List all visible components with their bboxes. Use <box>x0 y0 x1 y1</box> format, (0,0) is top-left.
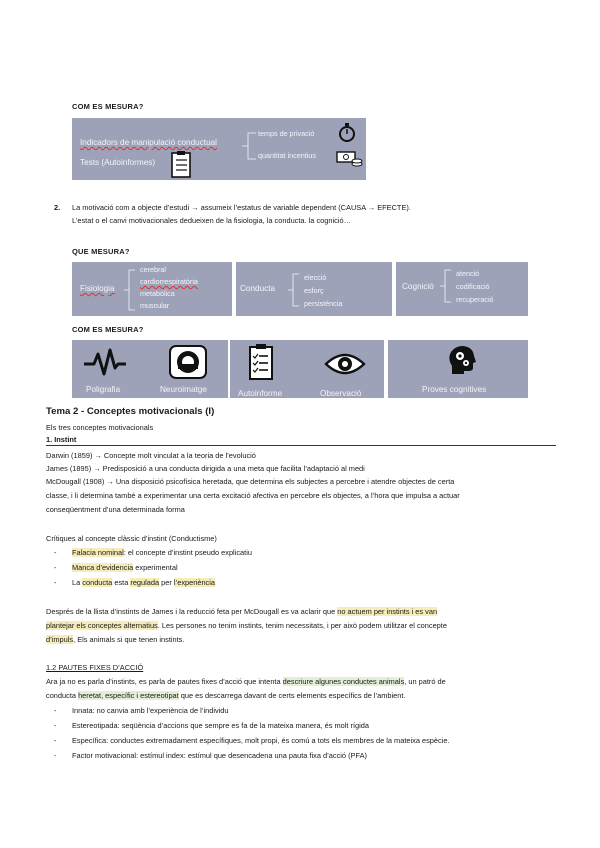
critiques-title: Crítiques al concepte clàssic d’instint (Conductisme) <box>46 534 217 543</box>
fisiologia-item: cerebral <box>140 265 166 274</box>
highlight: d’impuls <box>46 635 74 644</box>
mcdougall-line2: classe, i li determina també a experimentar una certa excitació afectiva en percebre els objectes, a l’hora que impulsa a actuar <box>46 491 460 500</box>
list-text: : el concepte d’instint pseudo explicatiu <box>123 548 252 557</box>
text: Després de la llista d’instints de James i la reducció feta per McDougall es va aclarir que <box>46 607 338 616</box>
paragraph-line <box>46 606 437 618</box>
section-title-text: 1. Instint <box>46 435 77 444</box>
brace-icon <box>288 272 300 308</box>
item2-line2: L’estat o el canvi motivacionales dedueixen de la fisiologia, la conducta. la cognició… <box>72 216 351 225</box>
author-name: McDougall (1908) <box>46 477 105 486</box>
list-item: - Factor motivacional: estímul index: estímul que desencadena una pauta fixa d’acció (PFA) <box>54 751 367 760</box>
highlight: Falacia nominal <box>72 548 124 557</box>
highlight: l’experiència <box>173 578 216 587</box>
section-label-com-es-mesura: COM ES MESURA? <box>72 102 144 111</box>
list-text: Estereotipada: seqüència d’accions que sempre es fa de la mateixa manera, és molt rígida <box>72 721 370 730</box>
list-item: - Estereotipada: seqüència d’accions que sempre es fa de la mateixa manera, és molt rígida <box>54 721 370 730</box>
measurement-box-indicators <box>72 118 366 180</box>
text: , un patró de <box>404 677 446 686</box>
quantitat-incentius-label: quantitat incentius <box>258 151 316 160</box>
eye-icon <box>324 350 366 378</box>
highlight: Manca d’evidencia <box>72 563 134 572</box>
section-label-com-es-mesura: COM ES MESURA? <box>72 325 144 334</box>
text: Ara ja no es parla d’instints, es parla de pautes fixes d’acció que intenta <box>46 677 283 686</box>
neuroimatge-label: Neuroimatge <box>160 385 207 394</box>
list-text: Factor motivacional: estímul index: estímul que desencadena una pauta fixa d’acció (PFA) <box>72 751 367 760</box>
author-name: Darwin (1859) <box>46 451 93 460</box>
money-icon <box>335 146 363 168</box>
section-label-que-mesura: QUE MESURA? <box>72 247 130 256</box>
measure-box-fisiologia <box>72 262 232 316</box>
fisiologia-title: Fisiologia <box>80 284 115 293</box>
cognicio-item: recuperació <box>456 295 494 304</box>
author-name: James (1895) <box>46 464 92 473</box>
heartbeat-icon <box>82 346 128 380</box>
brace-icon <box>242 131 258 161</box>
list-text: experimental <box>133 563 178 572</box>
text: que es descarrega davant de certs elements específics de l’ambient. <box>178 691 406 700</box>
section-title-pautes: 1.2 PAUTES FIXES D’ACCIÓ <box>46 663 144 672</box>
mcdougall-line3: conseqüentment d’una determinada forma <box>46 505 185 514</box>
subheading: Els tres conceptes motivacionals <box>46 423 154 432</box>
paragraph-line <box>46 634 184 646</box>
author-text: → Predisposició a una conducta dirigida a una meta que facilita l’adaptació al medi <box>91 464 365 473</box>
brace-icon <box>440 268 452 304</box>
highlight: heretat, específic i estereotipat <box>78 691 179 700</box>
method-box-physio <box>72 340 228 398</box>
fisiologia-item: muscular <box>140 301 170 310</box>
brace-icon <box>124 268 136 312</box>
list-item: - La conducta esta regulada per l’experiència <box>54 578 216 587</box>
list-number: 2. <box>54 203 61 212</box>
list-item: - Innata: no canvia amb l’experiència de l’individu <box>54 706 229 715</box>
text: , Els animals si que tenen instints. <box>73 635 185 644</box>
list-item: - Manca d’evidencia experimental <box>54 563 178 572</box>
poligrafia-label: Poligrafia <box>86 385 121 394</box>
mcdougall-line <box>46 476 454 488</box>
conducta-item: elecció <box>304 273 327 282</box>
method-box-self-report <box>230 340 384 398</box>
highlight: no actuem per instints i es van <box>337 607 438 616</box>
paragraph-line <box>46 676 446 688</box>
paragraph-line <box>46 690 406 702</box>
text: conducta <box>46 691 79 700</box>
paragraph-line <box>46 620 447 632</box>
head-gears-icon <box>446 344 476 378</box>
text: . Les persones no tenim instints, tenim necessitats, i per això podem utilitzar el concepte <box>157 621 447 630</box>
measure-box-cognicio <box>396 262 528 316</box>
cognicio-item: atenció <box>456 269 480 278</box>
cognicio-item: codificació <box>456 282 490 291</box>
fisiologia-item: cardiorrespiratòria <box>140 277 198 286</box>
list-text: Específica: conductes extremadament específiques, molt propi, és comú a tots els membres de la mateixa espècie. <box>72 736 450 745</box>
stopwatch-icon <box>337 121 357 143</box>
list-text: La <box>72 578 83 587</box>
measure-box-conducta <box>236 262 392 316</box>
fisiologia-item: metabòlica <box>140 289 175 298</box>
proves-cognitives-label: Proves cognitives <box>422 385 487 394</box>
list-item: - Específica: conductes extremadament específiques, molt propi, és comú a tots els membres de la mateixa espècie. <box>54 736 450 745</box>
list-text: per <box>159 578 174 587</box>
clipboard-checklist-icon <box>248 343 274 381</box>
list-text: Innata: no canvia amb l’experiència de l’individu <box>72 706 229 715</box>
conducta-item: esforç <box>304 286 324 295</box>
author-text: → Una disposició psicofísica heretada, que determina els subjectes a percebre i atendre objectes de certa <box>104 477 455 486</box>
author-text: → Concepte molt vinculat a la teoria de l’evolució <box>92 451 256 460</box>
item2-line1: La motivació com a objecte d’estudi → assumeix l’estatus de variable dependent (CAUSA → EFECTE). <box>72 203 411 212</box>
darwin-line <box>46 450 256 462</box>
clipboard-icon <box>170 150 192 178</box>
indicators-label: Indicadors de manipulació conductual <box>80 138 218 147</box>
highlight: descriure algunes conductes animals <box>282 677 405 686</box>
observacio-label: Observació <box>320 389 362 398</box>
brain-scan-icon <box>168 344 208 380</box>
cognicio-title: Cognició <box>402 282 434 291</box>
page-title: Tema 2 - Conceptes motivacionals (I) <box>46 406 215 417</box>
conducta-title: Conducta <box>240 284 276 293</box>
list-text: esta <box>112 578 131 587</box>
james-line <box>46 463 365 475</box>
highlight: regulada <box>130 578 160 587</box>
section-title-instint <box>46 434 556 446</box>
highlight: plantejar els conceptes alternatius <box>46 621 158 630</box>
temps-privacio-label: temps de privació <box>258 129 315 138</box>
autoinforme-label: Autoinforme <box>238 389 283 398</box>
list-item: - Falacia nominal: el concepte d’instint pseudo explicatiu <box>54 548 252 557</box>
method-box-cognitive <box>388 340 528 398</box>
tests-label: Tests (Autoinformes) <box>80 158 156 167</box>
conducta-item: persistència <box>304 299 343 308</box>
highlight: conducta <box>82 578 113 587</box>
